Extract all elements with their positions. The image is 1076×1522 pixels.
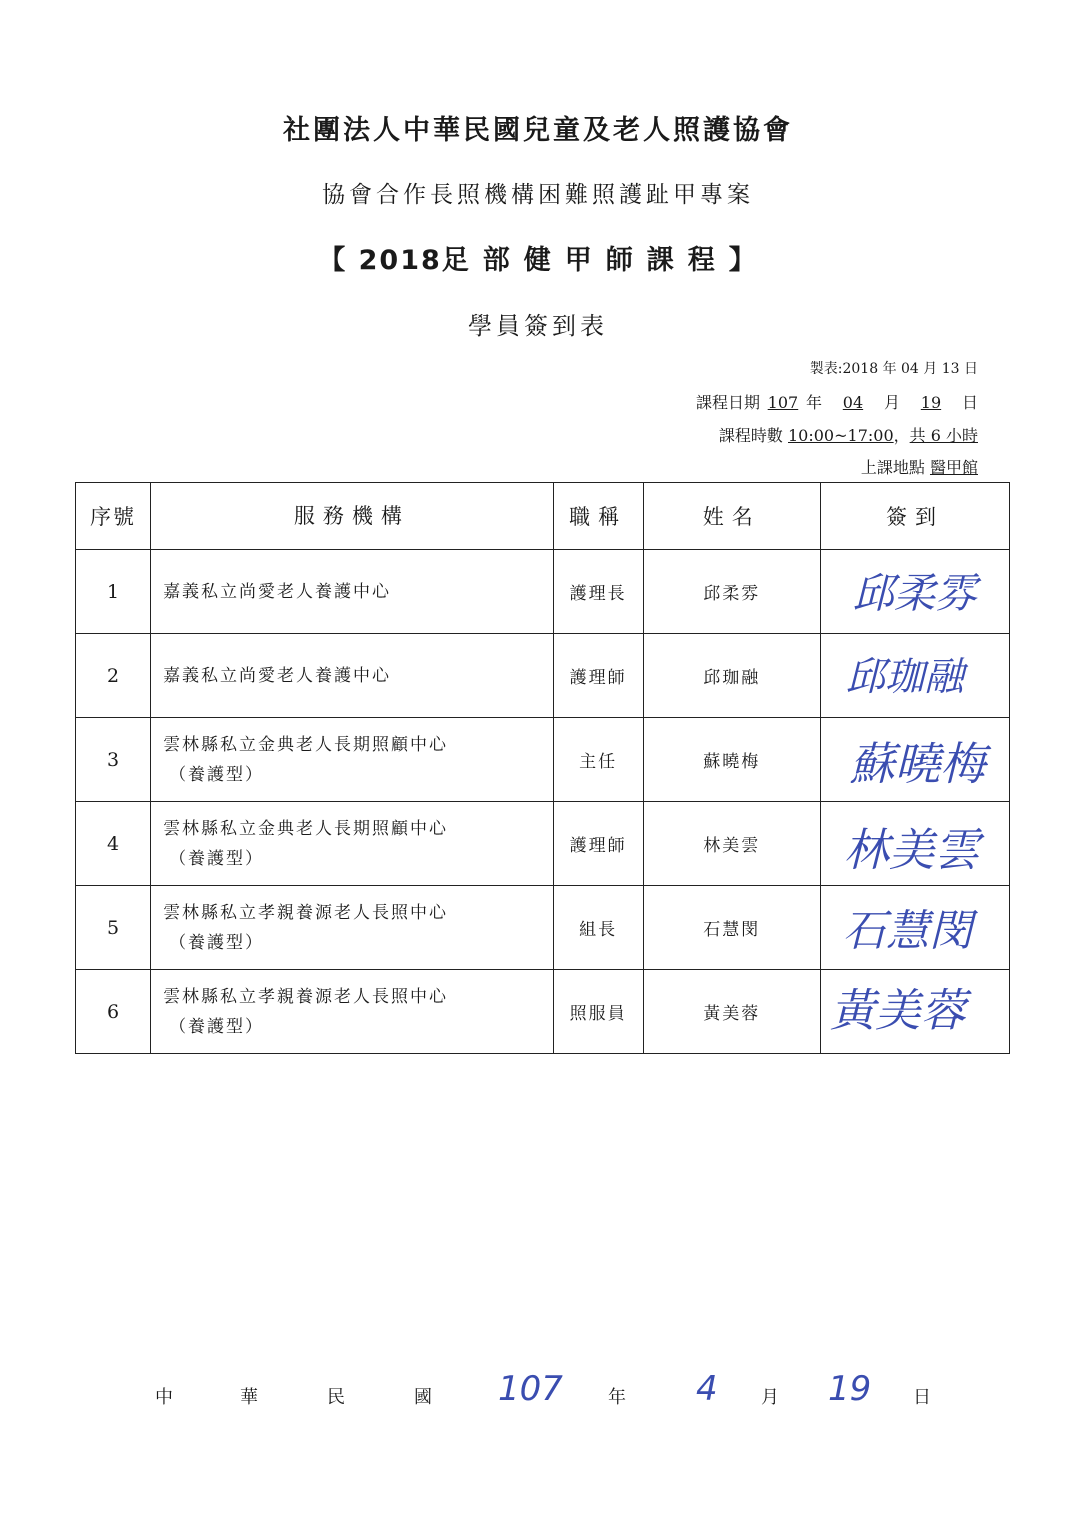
course-year: 107 xyxy=(767,393,799,412)
handwritten-signature xyxy=(821,550,1009,633)
table-header-row xyxy=(76,483,1010,550)
organization-type: （養護型） xyxy=(169,848,265,869)
course-name: 足部健甲師課程 xyxy=(441,245,729,276)
row-organization xyxy=(151,970,554,1054)
row-signature xyxy=(820,718,1009,802)
footer-year-char: 年 xyxy=(608,1387,626,1408)
handwritten-signature xyxy=(821,802,1009,885)
signature-text: 邱柔雰 xyxy=(852,569,977,618)
course-hours-line xyxy=(719,423,978,446)
course-title xyxy=(0,238,1076,277)
row-signature xyxy=(820,550,1009,634)
prepared-label: 製表: xyxy=(809,361,843,377)
month-char: 月 xyxy=(883,393,900,412)
row-number: 4 xyxy=(76,802,151,886)
organization-name: 雲林縣私立孝親養源老人長照中心 xyxy=(163,986,449,1007)
row-organization xyxy=(151,802,554,886)
row-name: 蘇曉梅 xyxy=(643,718,820,802)
hours-separator: ， xyxy=(893,426,910,445)
organization-type: （養護型） xyxy=(169,1016,265,1037)
course-day: 19 xyxy=(920,393,942,412)
footer-char: 國 xyxy=(414,1387,432,1408)
row-name: 黃美蓉 xyxy=(643,970,820,1054)
row-signature xyxy=(820,886,1009,970)
row-name: 石慧閔 xyxy=(643,886,820,970)
signature-text: 蘇曉梅 xyxy=(849,737,986,791)
row-organization xyxy=(151,886,554,970)
organization-title: 社團法人中華民國兒童及老人照護協會 xyxy=(283,115,793,146)
year-char: 年 xyxy=(805,393,822,412)
footer-day: 19 xyxy=(828,1369,872,1409)
prepared-date: 2018 年 04 月 13 日 xyxy=(842,361,978,377)
row-title: 護理師 xyxy=(553,802,643,886)
signature-text: 石慧閔 xyxy=(842,906,973,957)
location-value: 醫甲館 xyxy=(929,458,978,477)
table-row xyxy=(76,634,1010,718)
course-date-line xyxy=(696,390,978,413)
table-row xyxy=(76,718,1010,802)
header-title: 職稱 xyxy=(553,483,643,550)
table-row xyxy=(76,550,1010,634)
location-label: 上課地點 xyxy=(860,458,925,477)
table-row xyxy=(76,802,1010,886)
location-line xyxy=(861,455,978,478)
header-no: 序號 xyxy=(76,483,151,550)
footer-char: 華 xyxy=(240,1387,258,1408)
hours-time: 10:00~17:00 xyxy=(788,426,894,445)
row-title: 主任 xyxy=(553,718,643,802)
row-organization xyxy=(151,550,554,634)
row-name: 邱珈融 xyxy=(643,634,820,718)
footer-year: 107 xyxy=(498,1369,563,1409)
organization-name: 嘉義私立尚愛老人養護中心 xyxy=(163,581,392,602)
row-number: 6 xyxy=(76,970,151,1054)
row-number: 5 xyxy=(76,886,151,970)
organization-type: （養護型） xyxy=(169,932,265,953)
handwritten-signature xyxy=(821,718,1009,801)
footer-char: 中 xyxy=(155,1387,173,1408)
footer-month-char: 月 xyxy=(761,1387,779,1408)
signature-text: 邱珈融 xyxy=(845,653,964,700)
footer-char: 民 xyxy=(327,1387,345,1408)
handwritten-signature xyxy=(821,970,1009,1053)
handwritten-signature xyxy=(821,886,1009,969)
footer-month: 4 xyxy=(696,1369,718,1409)
signature-text: 黃美蓉 xyxy=(829,983,966,1037)
footer-date xyxy=(0,1369,1076,1433)
hours-total: 共 6 小時 xyxy=(909,426,978,445)
row-name: 邱柔雰 xyxy=(643,550,820,634)
table-row xyxy=(76,970,1010,1054)
course-month: 04 xyxy=(842,393,864,412)
footer-day-char: 日 xyxy=(913,1387,931,1408)
header-organization: 服務機構 xyxy=(151,483,554,550)
row-organization xyxy=(151,718,554,802)
row-organization xyxy=(151,634,554,718)
course-close: 】 xyxy=(728,245,758,276)
table-row xyxy=(76,886,1010,970)
handwritten-signature xyxy=(821,634,1009,717)
organization-name: 雲林縣私立金典老人長期照顧中心 xyxy=(163,734,449,755)
attendance-table xyxy=(75,482,1010,1054)
organization-name: 嘉義私立尚愛老人養護中心 xyxy=(163,665,392,686)
prepared-date-line xyxy=(810,358,978,378)
form-title: 學員簽到表 xyxy=(468,312,608,340)
row-signature xyxy=(820,634,1009,718)
organization-name: 雲林縣私立孝親養源老人長照中心 xyxy=(163,902,449,923)
hours-label: 課程時數 xyxy=(718,426,783,445)
row-title: 護理師 xyxy=(553,634,643,718)
header-name: 姓名 xyxy=(643,483,820,550)
row-number: 3 xyxy=(76,718,151,802)
day-char: 日 xyxy=(961,393,978,412)
header-signature: 簽到 xyxy=(820,483,1009,550)
row-title: 護理長 xyxy=(553,550,643,634)
row-number: 1 xyxy=(76,550,151,634)
course-date-label: 課程日期 xyxy=(695,393,760,412)
organization-name: 雲林縣私立金典老人長期照顧中心 xyxy=(163,818,449,839)
row-title: 照服員 xyxy=(553,970,643,1054)
project-title: 協會合作長照機構困難照護趾甲專案 xyxy=(322,182,754,208)
row-title: 組長 xyxy=(553,886,643,970)
organization-type: （養護型） xyxy=(169,764,265,785)
row-signature xyxy=(820,802,1009,886)
row-name: 林美雲 xyxy=(643,802,820,886)
signature-text: 林美雲 xyxy=(843,823,980,877)
row-signature xyxy=(820,970,1009,1054)
course-open: 【 2018 xyxy=(318,245,442,276)
row-number: 2 xyxy=(76,634,151,718)
